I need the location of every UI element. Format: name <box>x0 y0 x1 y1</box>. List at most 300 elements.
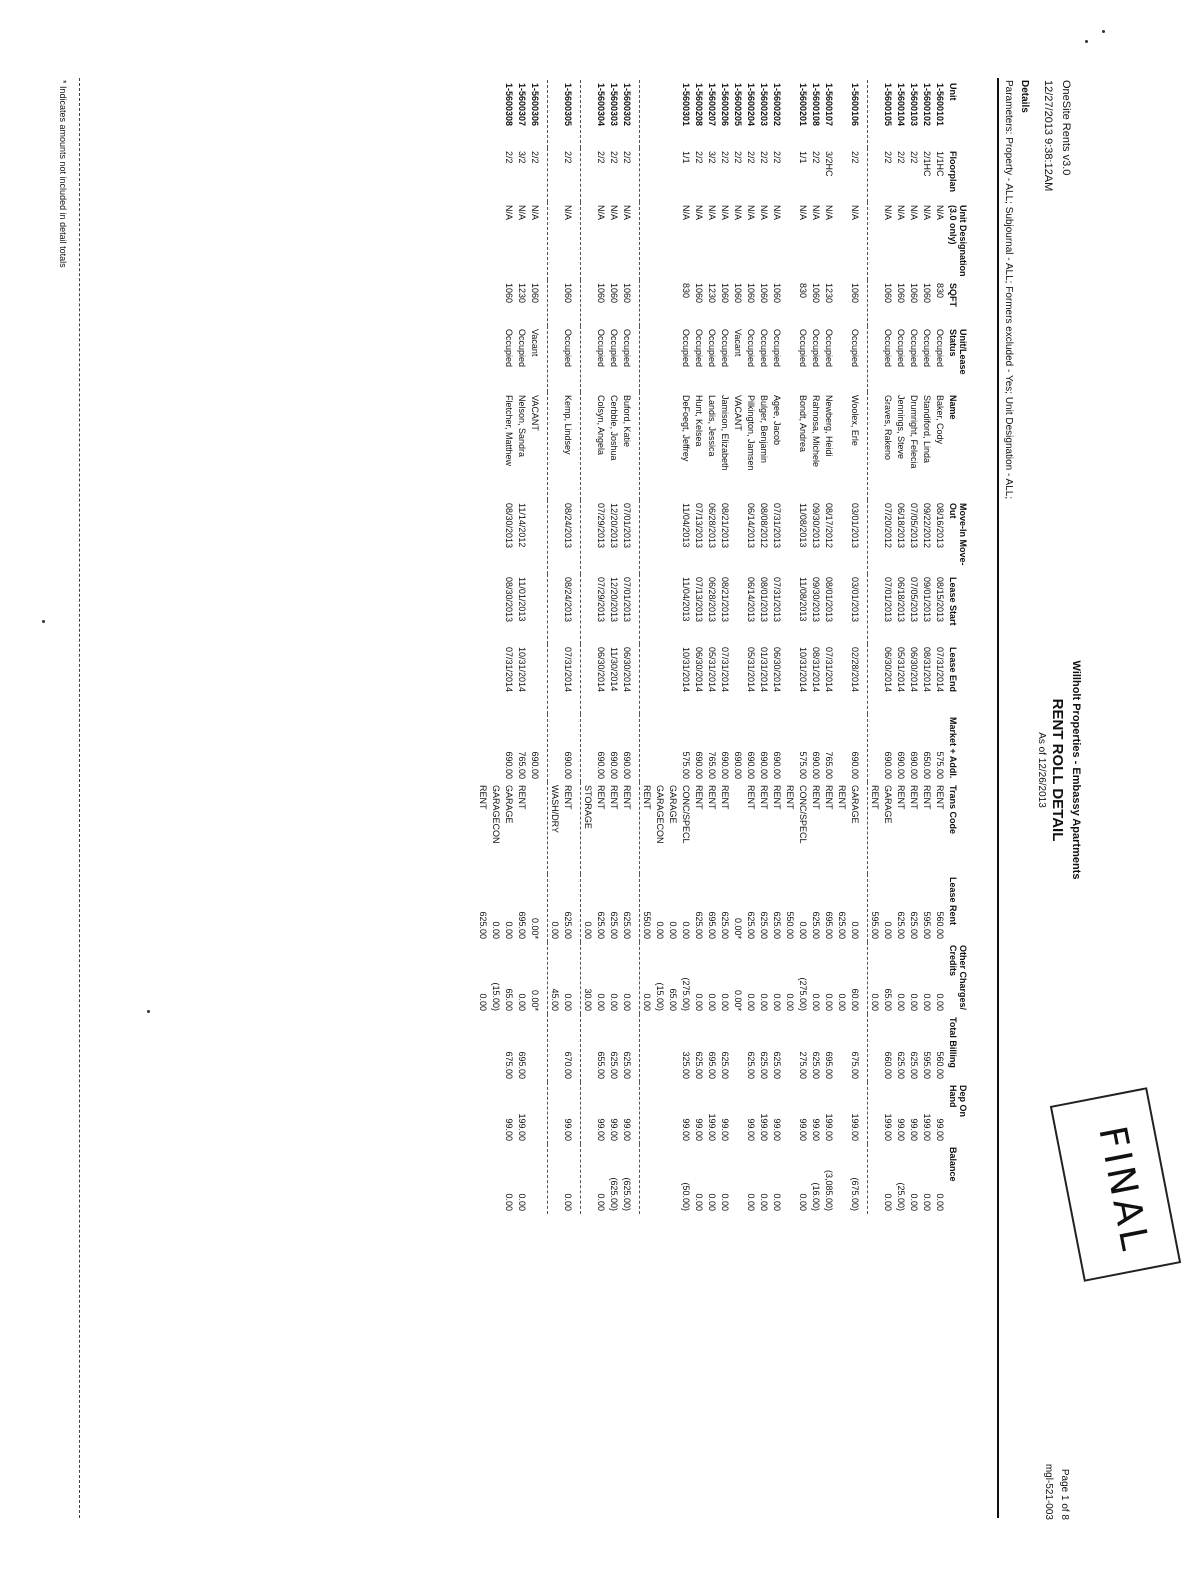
cell-floorplan: 3/2 <box>707 151 717 164</box>
table-row <box>528 80 541 1214</box>
cell-lease-end <box>653 644 666 714</box>
cell-move: 11/14/2012 <box>517 503 527 548</box>
cell-total: 695.00 <box>824 1051 834 1079</box>
cell-move: 08/24/2013 <box>563 503 573 549</box>
cell-balance: (3,085.00) <box>824 1169 834 1211</box>
cell-floorplan <box>666 148 679 202</box>
cell-market <box>548 714 562 782</box>
cell-deposit: 99.00 <box>694 1118 704 1141</box>
cell-other: 0.00 <box>622 993 632 1011</box>
cell-deposit <box>489 1082 502 1144</box>
cell-other: 0.00 <box>517 993 527 1011</box>
cell-designation: N/A <box>850 205 860 221</box>
cell-status <box>835 326 848 392</box>
cell-name: Rahnosa, Michele <box>811 395 821 468</box>
report-title: RENT ROLL DETAIL <box>1049 698 1066 842</box>
as-of-date: As of 12/26/2013 <box>1036 732 1047 808</box>
cell-designation: N/A <box>733 205 743 221</box>
cell-total: 675.00 <box>504 1051 514 1079</box>
cell-designation: N/A <box>609 205 619 221</box>
table-row <box>548 80 562 1214</box>
cell-other: 0.00 <box>785 993 795 1011</box>
cell-balance <box>476 1144 489 1214</box>
cell-floorplan: 2/2 <box>811 151 821 164</box>
cell-other: 0.00 <box>642 993 652 1011</box>
cell-lease-start: 11/08/2013 <box>798 577 808 622</box>
cell-lease-end: 08/31/2014 <box>922 647 932 693</box>
table-row <box>744 80 757 1214</box>
table-row <box>476 80 489 1214</box>
cell-designation: N/A <box>681 205 691 221</box>
cell-balance <box>640 1144 654 1214</box>
cell-sqft <box>489 280 502 326</box>
cell-total: 625.00 <box>759 1051 769 1079</box>
cell-name: Bondt, Andrea <box>798 395 808 453</box>
cell-name <box>640 392 654 500</box>
cell-sqft: 830 <box>935 283 945 299</box>
cell-name: VACANT <box>530 395 540 431</box>
cell-lease-start: 03/01/2013 <box>850 577 860 623</box>
table-row <box>718 80 731 1214</box>
cell-name <box>653 392 666 500</box>
cell-deposit: 99.00 <box>622 1118 632 1141</box>
cell-lease-rent: 0.00 <box>798 921 808 939</box>
cell-balance: 0.00 <box>883 1193 893 1211</box>
cell-balance <box>653 1144 666 1214</box>
cell-deposit <box>548 1082 562 1144</box>
cell-designation: N/A <box>694 205 704 221</box>
cell-lease-end: 11/30/2014 <box>609 647 619 692</box>
cell-balance <box>868 1144 882 1214</box>
cell-market: 690.00 <box>759 751 769 779</box>
cell-market: 690.00 <box>746 751 756 779</box>
cell-lease-start <box>476 574 489 644</box>
col-name: Name <box>948 395 958 420</box>
cell-other: 0.00* <box>733 989 743 1011</box>
footer-rule <box>79 78 80 1518</box>
cell-status <box>653 326 666 392</box>
cell-lease-start: 08/15/2013 <box>935 577 945 623</box>
cell-lease-rent: 625.00 <box>720 911 730 939</box>
cell-lease-rent: 625.00 <box>609 911 619 939</box>
cell-lease-start <box>581 574 595 644</box>
cell-lease-rent: 0.00 <box>681 921 691 939</box>
cell-market: 690.00 <box>622 751 632 779</box>
table-row <box>796 80 809 1214</box>
cell-designation: N/A <box>622 205 632 221</box>
cell-lease-rent: 595.00 <box>870 911 880 939</box>
cell-market <box>476 714 489 782</box>
cell-move <box>581 500 595 574</box>
cell-lease-rent: 625.00 <box>478 911 488 939</box>
cell-lease-rent: 0.00 <box>504 921 514 939</box>
cell-floorplan: 2/2 <box>759 151 769 164</box>
cell-other: 65.00 <box>883 988 893 1011</box>
cell-sqft: 1230 <box>824 283 834 304</box>
cell-unit: 1-5600308 <box>504 83 514 127</box>
table-row <box>783 80 796 1214</box>
cell-move: 07/20/2012 <box>883 503 893 549</box>
cell-sqft: 1060 <box>850 283 860 304</box>
scan-speck <box>42 620 45 623</box>
cell-designation <box>640 202 654 280</box>
cell-designation: N/A <box>772 205 782 221</box>
header-rule <box>997 78 999 1518</box>
cell-lease-end: 10/31/2014 <box>517 647 527 693</box>
cell-deposit: 199.00 <box>707 1113 717 1141</box>
cell-sqft: 1060 <box>504 283 514 304</box>
cell-total: 625.00 <box>896 1051 906 1079</box>
scan-speck <box>1102 30 1105 33</box>
cell-other: 0.00* <box>530 989 540 1011</box>
cell-designation: N/A <box>935 205 945 221</box>
cell-total: 625.00 <box>772 1051 782 1079</box>
cell-lease-rent: 550.00 <box>642 911 652 939</box>
table-row <box>515 80 528 1214</box>
row-spacer <box>861 80 868 1214</box>
cell-total <box>640 1014 654 1082</box>
cell-designation <box>653 202 666 280</box>
cell-lease-end: 01/31/2014 <box>759 647 769 693</box>
cell-trans-code: RENT <box>772 785 782 810</box>
report-timestamp: 12/27/2013 9:38:12AM <box>1042 80 1054 192</box>
cell-status: Occupied <box>811 329 821 368</box>
cell-sqft <box>548 280 562 326</box>
cell-designation: N/A <box>720 205 730 221</box>
cell-lease-end: 10/31/2014 <box>681 647 691 693</box>
cell-sqft <box>868 280 882 326</box>
cell-market: 690.00 <box>563 751 573 779</box>
cell-lease-start <box>640 574 654 644</box>
cell-designation: N/A <box>759 205 769 221</box>
cell-deposit <box>528 1082 541 1144</box>
cell-lease-end <box>868 644 882 714</box>
cell-market: 765.00 <box>517 751 527 779</box>
cell-balance: 0.00 <box>563 1193 573 1211</box>
cell-trans-code: RENT <box>694 785 704 810</box>
cell-status: Occupied <box>909 329 919 368</box>
cell-deposit: 199.00 <box>759 1113 769 1141</box>
cell-deposit <box>731 1082 744 1144</box>
cell-sqft: 1060 <box>883 283 893 304</box>
cell-balance: 0.00 <box>922 1193 932 1211</box>
cell-lease-end <box>731 644 744 714</box>
cell-move: 07/05/2013 <box>909 503 919 549</box>
cell-lease-end: 07/31/2014 <box>504 647 514 693</box>
cell-lease-end: 10/31/2014 <box>798 647 808 693</box>
cell-trans-code: RENT <box>824 785 834 810</box>
cell-market <box>666 714 679 782</box>
cell-designation: N/A <box>530 205 540 221</box>
cell-lease-end: 06/30/2014 <box>883 647 893 693</box>
cell-lease-end <box>783 644 796 714</box>
cell-lease-start: 08/30/2013 <box>504 577 514 623</box>
cell-lease-start <box>666 574 679 644</box>
cell-name: Agee, Jacob <box>772 395 782 446</box>
table-row <box>679 80 692 1214</box>
cell-sqft <box>835 280 848 326</box>
cell-sqft: 1060 <box>609 283 619 304</box>
cell-deposit <box>476 1082 489 1144</box>
cell-unit: 1-5600207 <box>707 83 717 127</box>
cell-name: Bulger, Benjamin <box>759 395 769 464</box>
cell-balance <box>581 1144 595 1214</box>
cell-lease-rent: 0.00* <box>530 917 540 939</box>
cell-other: 0.00 <box>922 993 932 1011</box>
cell-designation <box>489 202 502 280</box>
table-row <box>581 80 595 1214</box>
cell-lease-end: 07/31/2014 <box>824 647 834 693</box>
cell-total: 675.00 <box>850 1051 860 1079</box>
parameters-line: Parameters: Property - ALL; Subjournal - ALL; Formers excluded - Yes; Unit Designation - ALL; <box>1003 80 1014 500</box>
cell-balance <box>731 1144 744 1214</box>
cell-total: 625.00 <box>622 1051 632 1079</box>
cell-trans-code: RENT <box>720 785 730 810</box>
cell-designation: N/A <box>811 205 821 221</box>
cell-sqft: 830 <box>681 283 691 299</box>
cell-balance: 0.00 <box>517 1193 527 1211</box>
cell-balance <box>548 1144 562 1214</box>
cell-total <box>731 1014 744 1082</box>
cell-total <box>489 1014 502 1082</box>
table-row <box>757 80 770 1214</box>
cell-sqft: 1060 <box>922 283 932 304</box>
cell-move <box>528 500 541 574</box>
cell-unit: 1-5600101 <box>935 83 945 127</box>
col-move: Move-In Move-Out <box>948 503 968 566</box>
cell-lease-rent: 695.00 <box>824 911 834 939</box>
cell-deposit: 199.00 <box>883 1113 893 1141</box>
cell-total <box>548 1014 562 1082</box>
cell-deposit: 99.00 <box>909 1118 919 1141</box>
cell-lease-start: 06/18/2013 <box>896 577 906 623</box>
cell-other: 0.00 <box>694 993 704 1011</box>
col-lease-rent: Lease Rent <box>948 877 958 926</box>
cell-unit <box>489 80 502 148</box>
cell-unit: 1-5600204 <box>746 83 756 127</box>
cell-unit: 1-5600302 <box>622 83 632 127</box>
col-lease-end: Lease End <box>948 647 958 693</box>
cell-floorplan: 2/2 <box>850 151 860 164</box>
cell-sqft: 1060 <box>530 283 540 304</box>
cell-sqft <box>640 280 654 326</box>
cell-status: Occupied <box>746 329 756 368</box>
cell-floorplan: 2/1HC <box>922 151 932 177</box>
cell-lease-start <box>489 574 502 644</box>
cell-move: 06/28/2013 <box>707 503 717 549</box>
cell-name: Hunt, Kelsea <box>694 395 704 447</box>
cell-market: 690.00 <box>530 751 540 779</box>
table-row <box>653 80 666 1214</box>
cell-floorplan <box>653 148 666 202</box>
cell-total: 625.00 <box>746 1051 756 1079</box>
cell-move <box>653 500 666 574</box>
cell-lease-rent: 0.00 <box>850 921 860 939</box>
cell-lease-rent: 625.00 <box>837 911 847 939</box>
page-number: Page 1 of 8 <box>1059 1468 1070 1520</box>
cell-trans-code: GARAGE <box>504 785 514 824</box>
cell-unit: 1-5600208 <box>694 83 704 127</box>
cell-name: Jennings, Steve <box>896 395 906 460</box>
cell-status: Occupied <box>850 329 860 368</box>
cell-status: Occupied <box>563 329 573 368</box>
cell-status: Occupied <box>824 329 834 368</box>
cell-unit: 1-5600201 <box>798 83 808 127</box>
cell-market <box>653 714 666 782</box>
cell-other: 0.00 <box>811 993 821 1011</box>
cell-trans-code: RENT <box>563 785 573 810</box>
cell-market <box>489 714 502 782</box>
cell-trans-code: GARAGECON <box>655 785 665 844</box>
cell-market: 690.00 <box>811 751 821 779</box>
cell-name: Newberg, Heidi <box>824 395 834 457</box>
cell-status: Occupied <box>596 329 606 368</box>
cell-floorplan <box>581 148 595 202</box>
cell-move: 06/18/2013 <box>896 503 906 549</box>
table-row <box>907 80 920 1214</box>
rent-roll-table <box>476 80 968 1214</box>
cell-unit <box>653 80 666 148</box>
cell-move: 07/31/2013 <box>772 503 782 549</box>
cell-floorplan: 2/2 <box>563 151 573 164</box>
cell-sqft: 1230 <box>517 283 527 304</box>
cell-other: 0.00 <box>563 993 573 1011</box>
cell-name <box>489 392 502 500</box>
cell-total: 655.00 <box>596 1051 606 1079</box>
cell-other: (275.00) <box>798 977 808 1011</box>
table-row <box>705 80 718 1214</box>
cell-lease-end: 06/30/2014 <box>596 647 606 693</box>
cell-trans-code: WASH/DRY <box>550 785 560 834</box>
cell-lease-start: 07/31/2013 <box>772 577 782 623</box>
cell-market: 575.00 <box>935 751 945 779</box>
cell-lease-end: 07/31/2014 <box>935 647 945 693</box>
cell-trans-code: RENT <box>935 785 945 810</box>
cell-trans-code <box>731 782 744 874</box>
cell-lease-start: 08/01/2013 <box>824 577 834 623</box>
cell-market: 650.00 <box>922 751 932 779</box>
cell-other: 0.00 <box>478 993 488 1011</box>
cell-floorplan: 2/2 <box>720 151 730 164</box>
cell-lease-rent: 625.00 <box>596 911 606 939</box>
cell-lease-end: 06/30/2014 <box>694 647 704 693</box>
cell-lease-start: 07/13/2013 <box>694 577 704 623</box>
cell-status: Occupied <box>707 329 717 368</box>
cell-other: 0.00 <box>870 993 880 1011</box>
cell-move: 03/01/2013 <box>850 503 860 549</box>
cell-sqft: 830 <box>798 283 808 299</box>
cell-total: 670.00 <box>563 1051 573 1079</box>
cell-total <box>835 1014 848 1082</box>
cell-lease-end <box>548 644 562 714</box>
cell-balance: 0.00 <box>596 1193 606 1211</box>
cell-move: 08/08/2012 <box>759 503 769 549</box>
cell-designation <box>835 202 848 280</box>
cell-market: 765.00 <box>824 751 834 779</box>
col-floorplan: Floorplan <box>948 151 958 192</box>
cell-lease-start: 08/24/2013 <box>563 577 573 623</box>
cell-move <box>868 500 882 574</box>
cell-sqft <box>653 280 666 326</box>
cell-floorplan: 2/2 <box>896 151 906 164</box>
cell-unit <box>835 80 848 148</box>
cell-status: Occupied <box>896 329 906 368</box>
cell-move: 12/20/2013 <box>609 503 619 549</box>
cell-lease-rent: 560.00 <box>935 911 945 939</box>
cell-lease-end <box>640 644 654 714</box>
cell-other: 0.00 <box>596 993 606 1011</box>
cell-designation <box>476 202 489 280</box>
row-spacer <box>633 80 640 1214</box>
cell-deposit: 199.00 <box>850 1113 860 1141</box>
cell-trans-code: RENT <box>811 785 821 810</box>
cell-status: Occupied <box>935 329 945 368</box>
cell-deposit: 99.00 <box>896 1118 906 1141</box>
cell-total <box>476 1014 489 1082</box>
table-row <box>770 80 783 1214</box>
cell-market: 690.00 <box>720 751 730 779</box>
cell-unit: 1-5600205 <box>733 83 743 127</box>
cell-market: 690.00 <box>883 751 893 779</box>
cell-designation: N/A <box>504 205 514 221</box>
col-status: Unit/Lease Status <box>948 329 968 375</box>
cell-balance: (625.00) <box>622 1177 632 1211</box>
cell-lease-end: 05/31/2014 <box>896 647 906 693</box>
table-row <box>920 80 933 1214</box>
cell-sqft: 1060 <box>759 283 769 304</box>
rent-roll-body <box>476 80 946 1214</box>
cell-move <box>835 500 848 574</box>
cell-trans-code: GARAGECON <box>491 785 501 844</box>
cell-market <box>640 714 654 782</box>
cell-total: 660.00 <box>883 1051 893 1079</box>
col-trans-code: Trans Code <box>948 785 958 835</box>
cell-balance: (16.00) <box>811 1182 821 1211</box>
cell-market: 690.00 <box>504 751 514 779</box>
cell-total: 625.00 <box>694 1051 704 1079</box>
cell-deposit: 99.00 <box>681 1118 691 1141</box>
cell-trans-code: RENT <box>609 785 619 810</box>
cell-total <box>783 1014 796 1082</box>
cell-lease-rent: 0.00 <box>668 921 678 939</box>
cell-balance: 0.00 <box>694 1193 704 1211</box>
table-row <box>894 80 907 1214</box>
cell-deposit: 199.00 <box>922 1113 932 1141</box>
cell-market: 690.00 <box>772 751 782 779</box>
col-lease-start: Lease Start <box>948 577 958 626</box>
cell-deposit: 99.00 <box>720 1118 730 1141</box>
cell-lease-start <box>528 574 541 644</box>
cell-move <box>640 500 654 574</box>
table-row <box>561 80 574 1214</box>
cell-trans-code: RENT <box>642 785 652 810</box>
cell-trans-code: RENT <box>478 785 488 810</box>
cell-name: Nelson, Sandra <box>517 395 527 458</box>
col-unit: Unit <box>948 83 958 101</box>
cell-designation <box>783 202 796 280</box>
cell-name: Colsyn, Angela <box>596 395 606 456</box>
cell-balance: 0.00 <box>798 1193 808 1211</box>
cell-status <box>666 326 679 392</box>
cell-lease-rent: 625.00 <box>759 911 769 939</box>
cell-deposit <box>653 1082 666 1144</box>
cell-lease-start: 07/05/2013 <box>909 577 919 623</box>
table-row <box>809 80 822 1214</box>
cell-name: Cerbble, Joshua <box>609 395 619 461</box>
cell-unit: 1-5600206 <box>720 83 730 127</box>
table-row <box>640 80 654 1214</box>
cell-floorplan <box>489 148 502 202</box>
